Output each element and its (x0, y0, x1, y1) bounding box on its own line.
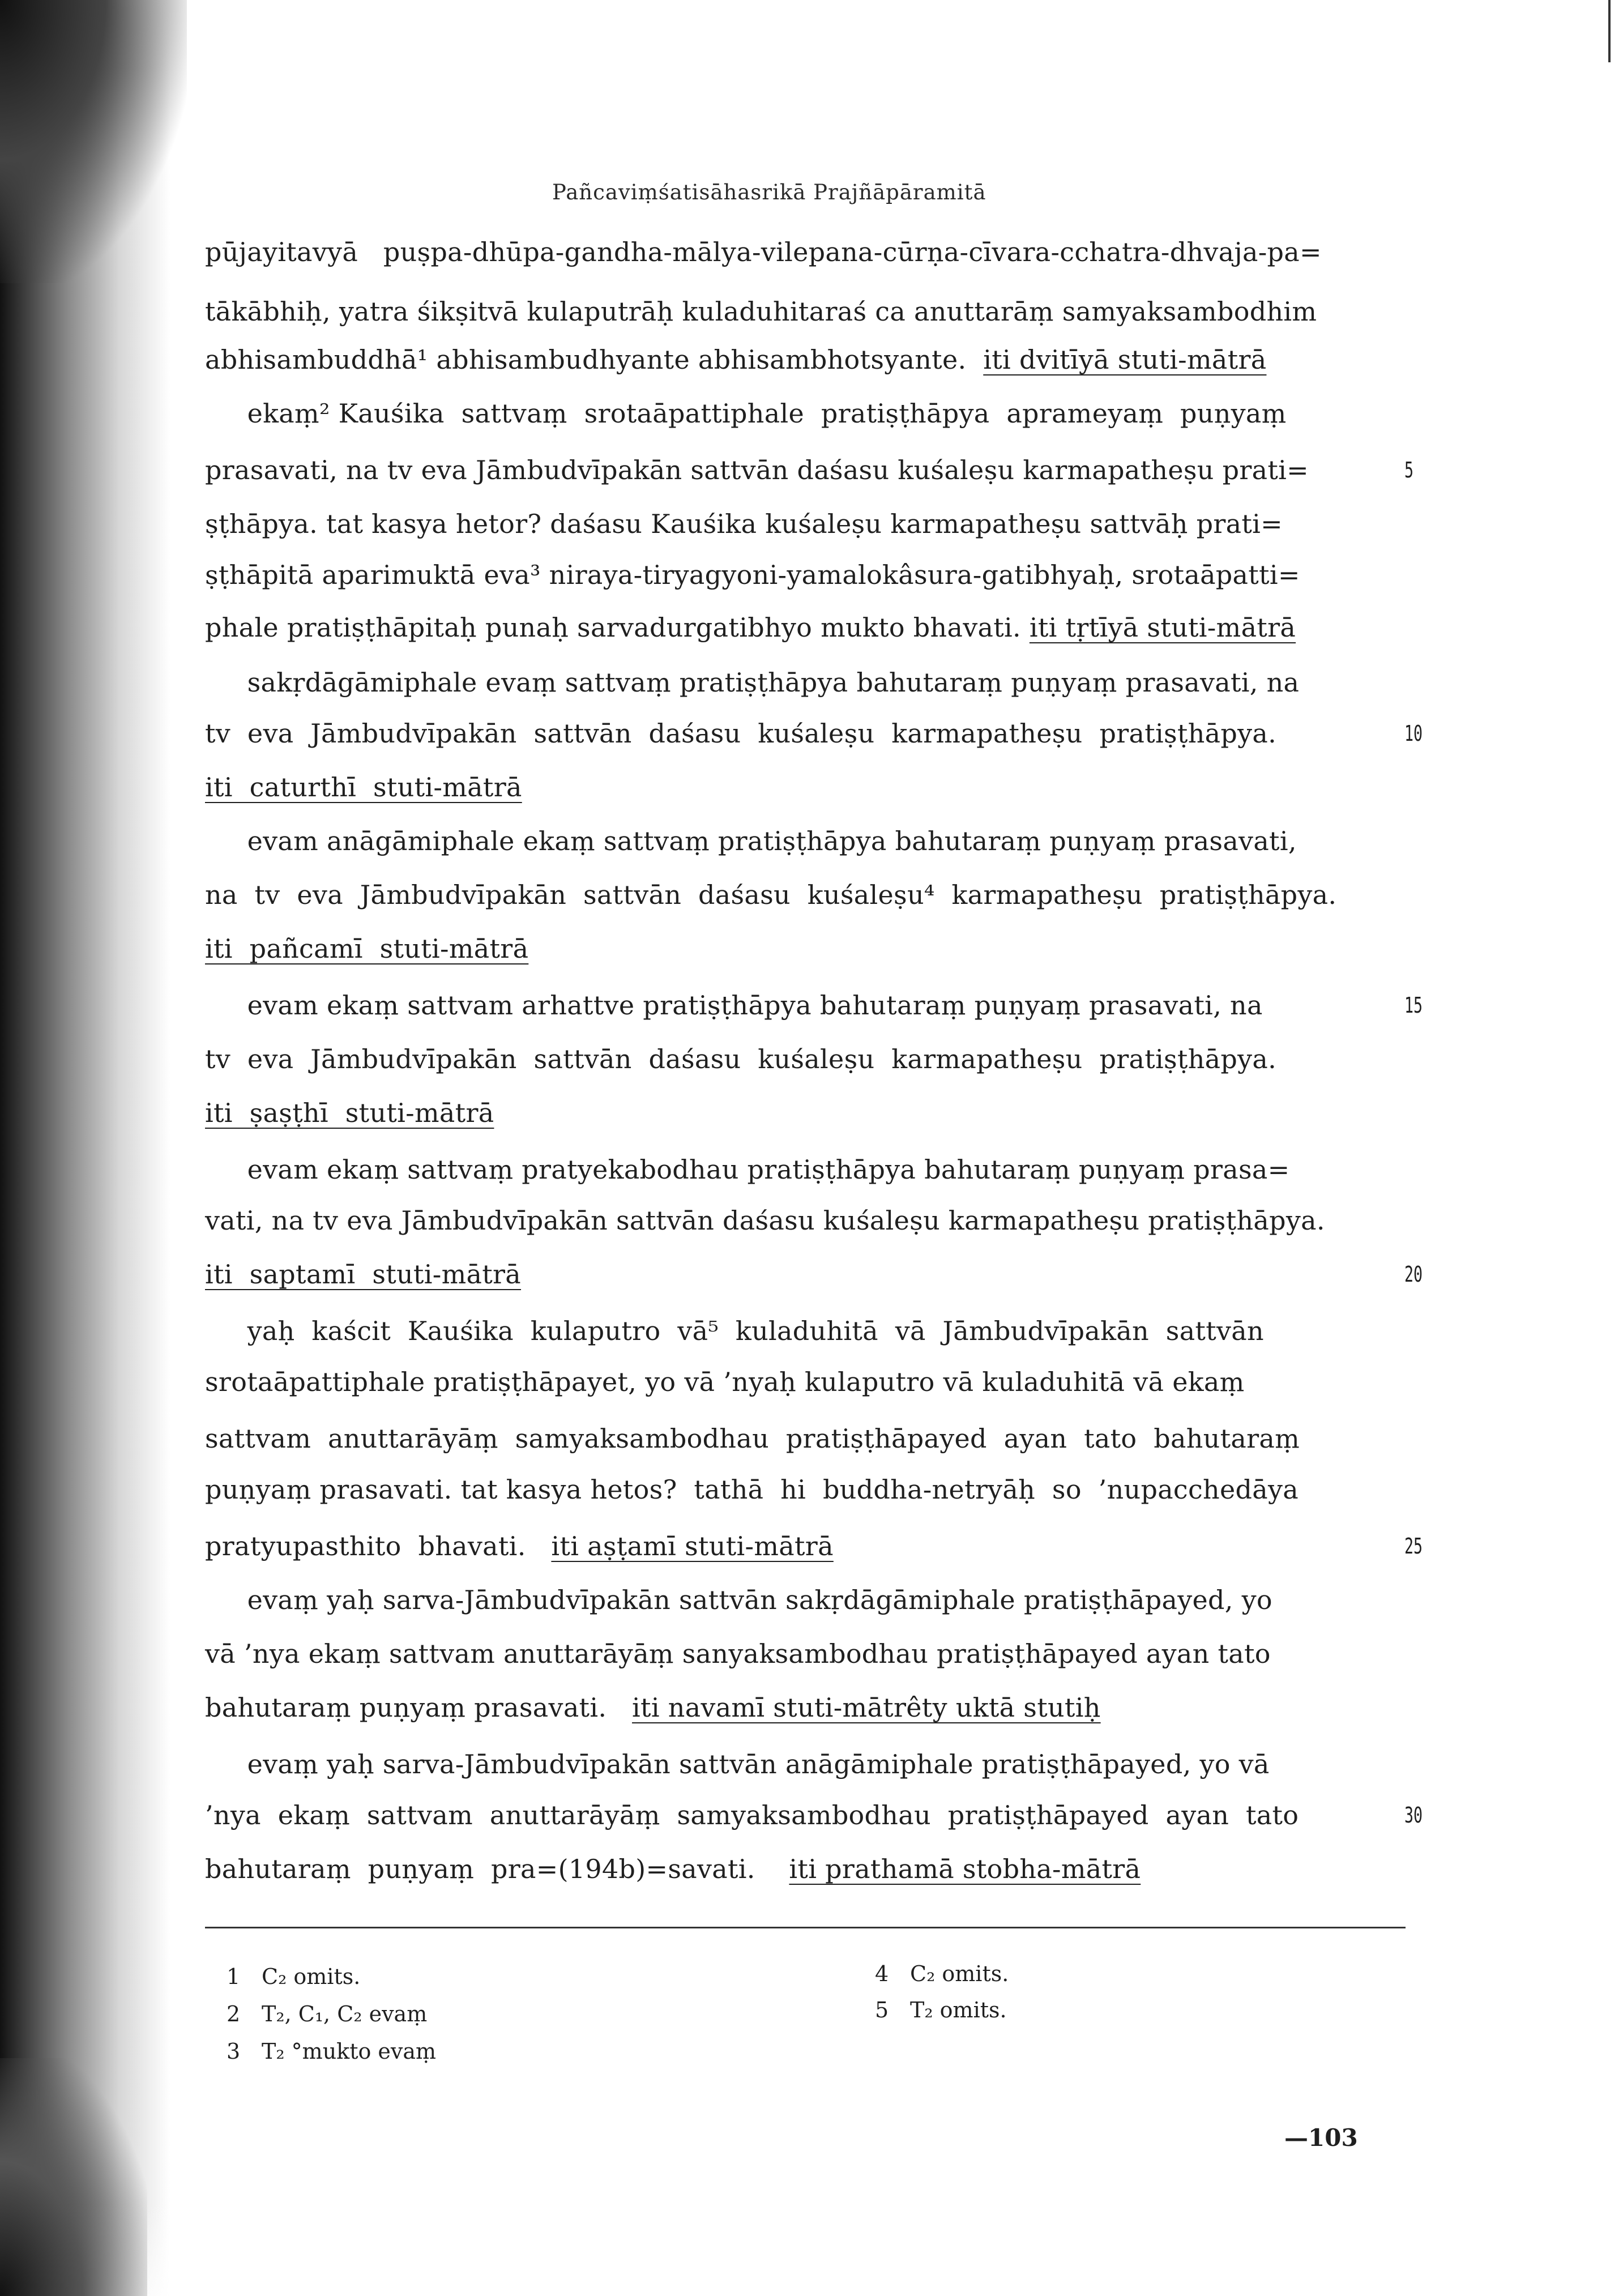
line-number: 20 (1404, 1262, 1423, 1287)
text-line (205, 396, 1411, 430)
text-segment: na tv eva Jāmbudvīpakān sattvān daśasu kuśaleṣu⁴ karmapatheṣu pratiṣṭhāpya. (205, 880, 1337, 910)
text-line (205, 1365, 1411, 1399)
text-line (205, 665, 1411, 699)
text-segment: sattvam anuttarāyāṃ samyaksambodhau pratiṣṭhāpayed ayan tato bahutaraṃ (205, 1423, 1300, 1454)
footnote: 2 T₂, C₁, C₂ evaṃ (227, 2001, 428, 2026)
page-number: —103 (1284, 2124, 1358, 2152)
footnote: 5 T₂ omits. (875, 1998, 1007, 2022)
line-number: 15 (1404, 993, 1423, 1018)
text-line (205, 824, 1411, 858)
text-line (205, 932, 1411, 966)
text-line (205, 1637, 1411, 1671)
stuti-marker: iti pañcamī stuti-mātrā (205, 933, 529, 964)
text-segment: bahutaraṃ puṇyaṃ prasavati. (205, 1692, 633, 1723)
text-line (205, 1204, 1411, 1237)
text-segment: evam anāgāmiphale ekaṃ sattvaṃ pratiṣṭhāpya bahutaraṃ puṇyaṃ prasavati, (205, 826, 1297, 856)
text-line (205, 507, 1411, 541)
page-edge-mark (1608, 0, 1611, 62)
text-segment: ṣṭhāpya. tat kasya hetor? daśasu Kauśika kuśaleṣu karmapatheṣu sattvāḥ prati= (205, 509, 1283, 539)
stuti-marker: iti aṣṭamī stuti-mātrā (551, 1531, 834, 1561)
text-line (205, 611, 1411, 645)
stuti-marker: iti ṣaṣṭhī stuti-mātrā (205, 1098, 494, 1128)
text-line (205, 1314, 1411, 1348)
text-line (205, 1747, 1411, 1781)
scan-spine-shadow (0, 0, 170, 2296)
text-line (205, 1852, 1411, 1886)
text-segment: evam ekaṃ sattvaṃ pratyekabodhau pratiṣṭhāpya bahutaraṃ puṇyaṃ prasa= (205, 1154, 1290, 1185)
stuti-marker: iti navamī stuti-mātrêty uktā stutiḥ (632, 1692, 1101, 1723)
text-line (205, 1691, 1411, 1725)
stuti-marker: iti dvitīyā stuti-mātrā (983, 344, 1267, 375)
footnote-rule (205, 1927, 1406, 1928)
stuti-marker: iti caturthī stuti-mātrā (205, 772, 522, 803)
text-segment: puṇyaṃ prasavati. tat kasya hetos? tathā hi buddha-netryāḥ so ’nupacchedāya (205, 1474, 1299, 1505)
text-line (205, 988, 1411, 1022)
scan-spine-shadow-bottom (0, 2058, 147, 2296)
scan-spine-shadow-top (0, 0, 187, 283)
text-line (205, 235, 1411, 269)
footnote: 1 C₂ omits. (227, 1964, 361, 1989)
text-segment: yaḥ kaścit Kauśika kulaputro vā⁵ kuladuhitā vā Jāmbudvīpakān sattvān (205, 1316, 1264, 1346)
text-segment: prasavati, na tv eva Jāmbudvīpakān sattvān daśasu kuśaleṣu karmapatheṣu prati= (205, 455, 1309, 485)
running-title: Pañcaviṃśatisāhasrikā Prajñāpāramitā (552, 180, 986, 204)
text-segment: tv eva Jāmbudvīpakān sattvān daśasu kuśaleṣu karmapatheṣu pratiṣṭhāpya. (205, 718, 1277, 749)
line-number: 10 (1404, 721, 1423, 746)
text-segment: ’nya ekaṃ sattvam anuttarāyāṃ samyaksambodhau pratiṣṭhāpayed ayan tato (205, 1800, 1299, 1830)
line-number: 30 (1404, 1803, 1423, 1828)
text-segment: ṣṭhāpitā aparimuktā eva³ niraya-tiryagyoni-yamalokâsura-gatibhyaḥ, srotaāpatti= (205, 560, 1300, 590)
text-segment: bahutaraṃ puṇyaṃ pra=(194b)=savati. (205, 1854, 789, 1884)
line-number: 25 (1404, 1534, 1423, 1559)
text-segment: vati, na tv eva Jāmbudvīpakān sattvān daśasu kuśaleṣu karmapatheṣu pratiṣṭhāpya. (205, 1205, 1325, 1236)
stuti-marker: iti prathamā stobha-mātrā (789, 1854, 1141, 1884)
text-line (205, 1422, 1411, 1456)
stuti-marker: iti saptamī stuti-mātrā (205, 1259, 522, 1290)
text-segment: tv eva Jāmbudvīpakān sattvān daśasu kuśaleṣu karmapatheṣu pratiṣṭhāpya. (205, 1044, 1277, 1074)
text-segment: vā ’nya ekaṃ sattvam anuttarāyāṃ sanyaksambodhau pratiṣṭhāpayed ayan tato (205, 1638, 1271, 1669)
text-line (205, 1529, 1411, 1563)
text-segment: evaṃ yaḥ sarva-Jāmbudvīpakān sattvān sakṛdāgāmiphale pratiṣṭhāpayed, yo (205, 1585, 1272, 1615)
text-line (205, 558, 1411, 592)
text-segment: evaṃ yaḥ sarva-Jāmbudvīpakān sattvān anāgāmiphale pratiṣṭhāpayed, yo vā (205, 1749, 1270, 1779)
line-number: 5 (1404, 458, 1414, 483)
text-line (205, 453, 1414, 487)
text-segment: srotaāpattiphale pratiṣṭhāpayet, yo vā ’nyaḥ kulaputro vā kuladuhitā vā ekaṃ (205, 1367, 1245, 1397)
text-line (205, 1153, 1411, 1187)
stuti-marker: iti tṛtīyā stuti-mātrā (1029, 612, 1296, 643)
text-segment: evam ekaṃ sattvam arhattve pratiṣṭhāpya bahutaraṃ puṇyaṃ prasavati, na (205, 990, 1263, 1021)
text-line (205, 343, 1411, 377)
text-segment: abhisambuddhā¹ abhisambudhyante abhisambhotsyante. (205, 344, 984, 375)
text-line (205, 1473, 1411, 1507)
text-line (205, 1798, 1411, 1832)
text-segment: pratyupasthito bhavati. (205, 1531, 552, 1561)
text-line (205, 1096, 1411, 1130)
footnote: 3 T₂ °mukto evaṃ (227, 2039, 437, 2064)
text-line (205, 1583, 1411, 1617)
text-line (205, 295, 1411, 328)
text-line (205, 1257, 1411, 1291)
text-segment: pūjayitavyā puṣpa-dhūpa-gandha-mālya-vilepana-cūrṇa-cīvara-cchatra-dhvaja-pa= (205, 237, 1322, 267)
text-segment: sakṛdāgāmiphale evaṃ sattvaṃ pratiṣṭhāpya bahutaraṃ puṇyaṃ prasavati, na (205, 667, 1300, 698)
text-segment: ekaṃ² Kauśika sattvaṃ srotaāpattiphale pratiṣṭhāpya aprameyaṃ puṇyaṃ (205, 398, 1287, 429)
text-line (205, 1042, 1411, 1076)
text-segment: phale pratiṣṭhāpitaḥ punaḥ sarvadurgatibhyo mukto bhavati. (205, 612, 1030, 643)
text-segment: tākābhiḥ, yatra śikṣitvā kulaputrāḥ kuladuhitaraś ca anuttarāṃ samyaksambodhim (205, 296, 1317, 327)
text-line (205, 716, 1411, 750)
footnote: 4 C₂ omits. (875, 1961, 1009, 1986)
text-line (205, 770, 1411, 804)
text-line (205, 878, 1411, 912)
